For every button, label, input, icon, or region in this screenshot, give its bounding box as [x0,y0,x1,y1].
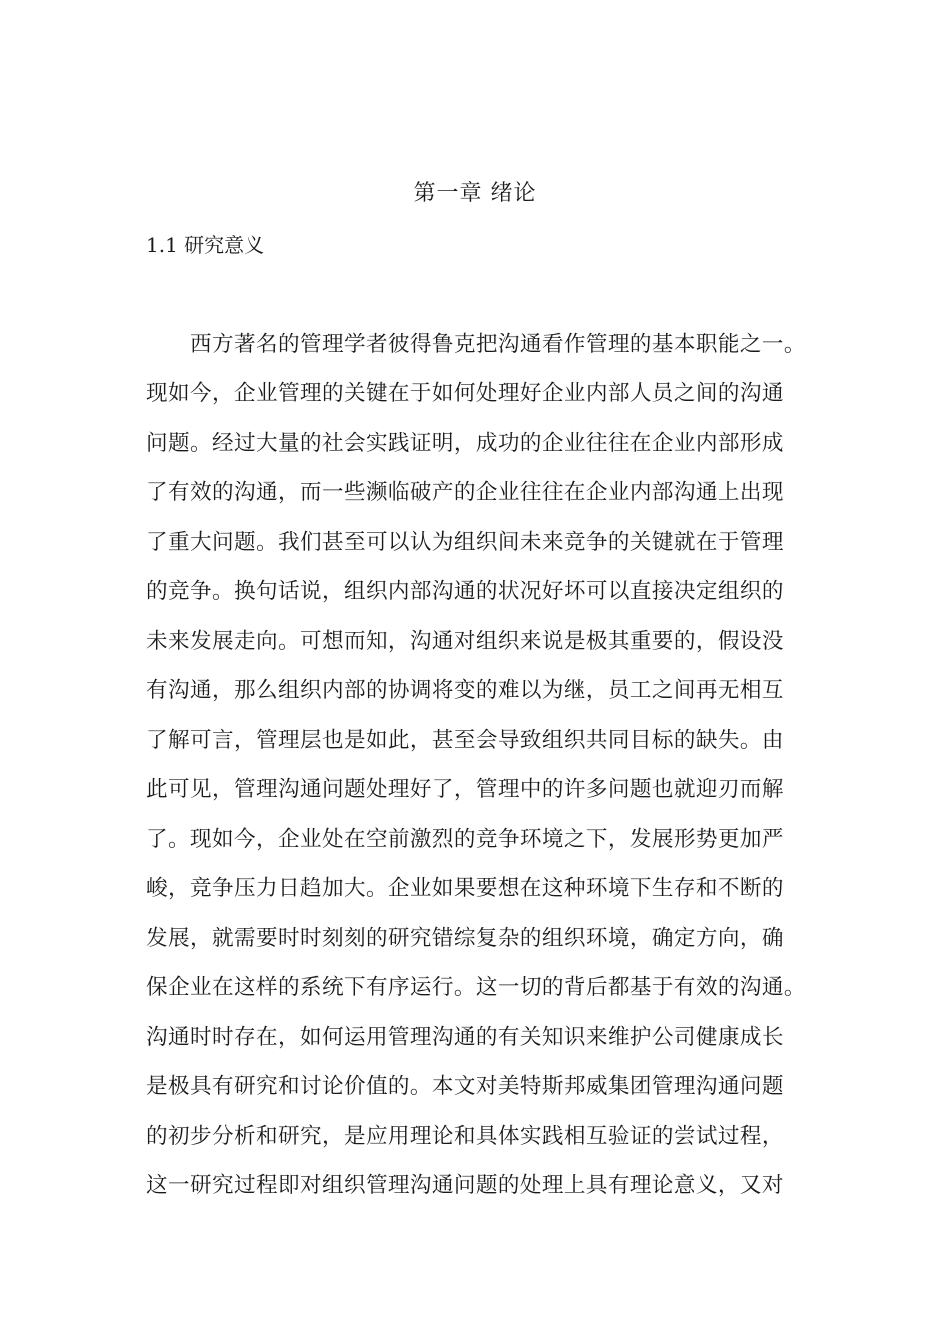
paragraph-line: 保企业在这样的系统下有序运行。这一切的背后都基于有效的沟通。 [146,975,806,1000]
paragraph-line: 现如今，企业管理的关键在于如何处理好企业内部人员之间的沟通 [146,381,784,406]
paragraph-line: 发展，就需要时时刻刻的研究错综复杂的组织环境，确定方向，确 [146,926,784,951]
paragraph-line: 了。现如今，企业处在空前激烈的竞争环境之下，发展形势更加严 [146,827,784,852]
paragraph-line: 沟通时时存在，如何运用管理沟通的有关知识来维护公司健康成长 [146,1025,784,1050]
section-heading: 1.1 研究意义 [146,233,265,257]
paragraph-line: 是极具有研究和讨论价值的。本文对美特斯邦威集团管理沟通问题 [146,1074,784,1099]
paragraph-line: 的初步分析和研究，是应用理论和具体实践相互验证的尝试过程， [146,1124,784,1149]
paragraph-line: 问题。经过大量的社会实践证明，成功的企业往往在企业内部形成 [146,431,784,456]
paragraph-line: 了有效的沟通，而一些濒临破产的企业往往在企业内部沟通上出现 [146,480,784,505]
paragraph-line: 此可见，管理沟通问题处理好了，管理中的许多问题也就迎刃而解 [146,777,784,802]
paragraph-line: 西方著名的管理学者彼得鲁克把沟通看作管理的基本职能之一。 [190,332,806,357]
paragraph-line: 有沟通，那么组织内部的协调将变的难以为继，员工之间再无相互 [146,678,784,703]
paragraph-line: 了解可言，管理层也是如此，甚至会导致组织共同目标的缺失。由 [146,728,784,753]
chapter-title: 第一章 绪论 [413,181,537,206]
paragraph-line: 未来发展走向。可想而知，沟通对组织来说是极其重要的，假设没 [146,629,784,654]
paragraph-line: 了重大问题。我们甚至可以认为组织间未来竞争的关键就在于管理 [146,530,784,555]
paragraph-line: 的竞争。换句话说，组织内部沟通的状况好坏可以直接决定组织的 [146,579,784,604]
paragraph-line: 峻，竞争压力日趋加大。企业如果要想在这种环境下生存和不断的 [146,876,784,901]
paragraph-line: 这一研究过程即对组织管理沟通问题的处理上具有理论意义，又对 [146,1173,784,1198]
